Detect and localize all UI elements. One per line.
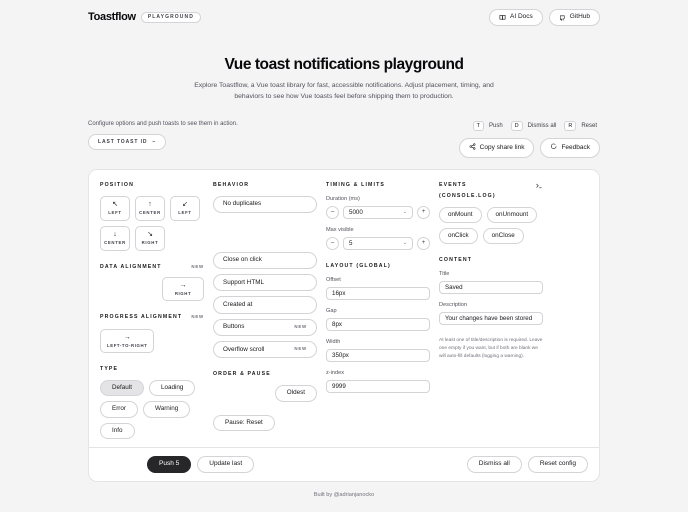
brand-group [88,11,201,23]
brand-name: Toastflow [88,11,136,23]
toggle-close-on-click-label: Close on click [223,256,262,264]
config-strip [88,121,600,158]
event-on-close[interactable]: onClose [483,228,524,244]
data-alignment-new-badge: NEW [191,263,204,269]
events-heading-line1: EVENTS [439,181,467,188]
arrow-down-right-icon: ↘ [147,231,153,239]
top-bar [0,0,688,34]
update-last-button[interactable]: Update last [197,456,254,474]
copy-share-link-button[interactable] [459,138,535,158]
zindex-input[interactable]: 9999 [326,380,430,393]
progress-alignment-row [100,329,204,353]
position-top-left[interactable] [100,196,130,221]
pause-row [213,415,317,431]
title-label: Title [439,271,450,278]
last-toast-id-pill [88,134,166,150]
behavior-toggle-first [213,196,317,213]
toggle-buttons[interactable] [213,319,317,336]
type-option-default[interactable]: Default [100,380,144,396]
config-note: Configure options and push toasts to see them in action. [88,121,238,128]
duration-decrement-button[interactable]: – [326,206,339,219]
toggle-support-html[interactable] [213,274,317,291]
max-visible-select[interactable] [343,237,413,250]
offset-input[interactable]: 16px [326,287,430,300]
content-helper-text: At least one of title/description is required. Leave one empty if you want, but if both are blank we will auto-fill defaults (logging a warning). [439,338,543,359]
card-footer-left [147,456,254,474]
events-heading-line2: (CONSOLE.LOG) [439,192,496,199]
pause-reset-button[interactable]: Pause: Reset [213,415,275,431]
progress-alignment-heading-row [100,314,204,322]
type-option-warning[interactable]: Warning [143,401,190,417]
github-icon [559,14,566,21]
behavior-spacer [213,213,317,244]
arrow-right-small-icon: → [123,333,131,341]
behavior-toggle-list [213,252,317,358]
arrow-up-icon: ↑ [148,201,152,209]
chat-icon [550,143,557,153]
duration-stepper [326,206,430,219]
terminal-icon [535,182,543,192]
position-bottom-right-label: RIGHT [141,240,159,246]
events-column [439,182,543,439]
max-visible-decrement-button[interactable]: – [326,237,339,250]
position-bottom-right[interactable] [135,226,165,251]
max-visible-stepper [326,237,430,250]
arrow-down-icon: ↓ [113,231,117,239]
data-alignment-heading-row [100,264,204,270]
push-button[interactable]: Push 5 [147,456,191,474]
position-heading: POSITION [100,181,134,188]
toggle-overflow-scroll-label: Overflow scroll [223,345,265,353]
toggle-buttons-label: Buttons [223,323,245,331]
data-alignment-value-label: RIGHT [174,290,192,296]
duration-value: 5000 [349,208,363,216]
dismiss-all-button[interactable]: Dismiss all [467,456,522,474]
book-icon [499,14,506,21]
content-heading: CONTENT [439,257,473,264]
keyboard-shortcuts [473,121,600,131]
toggle-no-duplicates[interactable] [213,196,317,213]
feedback-label: Feedback [561,143,590,151]
shortcut-label-dismiss: Dismiss all [527,123,557,130]
config-card [88,169,600,483]
event-on-mount[interactable]: onMount [439,207,482,223]
progress-alignment-heading: PROGRESS ALIGNMENT [100,313,183,320]
playground-badge: PLAYGROUND [141,12,201,23]
shortcut-key-dismiss: D [511,121,523,131]
share-icon [469,143,476,153]
type-options [100,380,204,439]
events-heading-row [439,182,543,192]
zindex-label: z-index [326,369,345,376]
type-option-info[interactable]: Info [100,423,135,439]
type-heading: TYPE [100,366,119,373]
toggle-no-duplicates-label: No duplicates [223,200,262,208]
progress-alignment-new-badge: NEW [191,313,204,319]
config-actions [459,138,600,158]
config-card-body [89,170,599,447]
page-title: Vue toast notifications playground [224,56,464,73]
arrow-down-left-icon: ↙ [182,201,188,209]
shortcut-label-reset: Reset [581,123,597,130]
hero-section [0,34,688,102]
last-toast-id-label: LAST TOAST ID [98,139,148,146]
config-left [88,121,238,150]
data-alignment-right-button[interactable] [162,277,204,301]
gap-input[interactable]: 8px [326,318,430,331]
max-visible-value: 5 [349,239,353,247]
github-button[interactable] [549,9,600,26]
event-on-unmount[interactable]: onUnmount [487,207,538,223]
data-alignment-row [100,277,204,301]
shortcut-key-reset: R [564,121,576,131]
arrow-up-left-icon: ↖ [112,201,118,209]
position-bottom-center[interactable] [100,226,130,251]
shortcut-key-push: T [473,121,484,131]
github-label: GitHub [569,12,590,20]
position-top-center-label: CENTER [139,210,161,216]
position-bottom-left-label: LEFT [178,210,192,216]
page-footer: Built by @adrianjanocko [313,492,375,498]
title-input[interactable]: Saved [439,281,543,294]
events-heading-text [439,182,467,190]
description-input[interactable]: Your changes have been stored [439,312,543,325]
chevron-down-icon-2: ⌄ [402,240,407,247]
chevron-down-icon: ⌄ [402,209,407,216]
duration-label: Duration (ms) [326,195,360,202]
width-input[interactable]: 350px [326,349,430,362]
shortcut-label-push: Push [488,123,503,130]
timing-heading: TIMING & LIMITS [326,181,386,188]
event-on-click[interactable]: onClick [439,228,478,244]
position-column [100,182,204,439]
toggle-buttons-new-badge: NEW [294,324,307,330]
gap-label: Gap [326,307,337,314]
top-bar-actions [489,9,600,26]
config-right [459,121,600,158]
page-subtitle: Explore Toastflow, a Vue toast library for fast, accessible notifications. Adjust placement, timing, and behaviors to see how Vue toasts feel before shipping them to production. [194,82,494,100]
behavior-heading: BEHAVIOR [213,181,250,188]
position-top-center[interactable] [135,196,165,221]
toggle-created-at-label: Created at [223,300,253,308]
toggle-overflow-scroll-new-badge: NEW [294,346,307,352]
feedback-button[interactable] [540,138,600,158]
data-alignment-heading: DATA ALIGNMENT [100,263,162,270]
duration-select[interactable] [343,206,413,219]
duration-increment-button[interactable]: + [417,206,430,219]
max-visible-label: Max visible [326,226,354,233]
type-option-loading[interactable]: Loading [149,380,195,396]
card-footer [89,447,599,482]
ai-docs-label: AI Docs [510,12,533,20]
reset-config-button[interactable]: Reset config [528,456,588,474]
width-label: Width [326,338,341,345]
arrow-right-icon: → [179,281,187,289]
last-toast-id-value: – [152,139,157,146]
offset-label: Offset [326,276,341,283]
layout-heading: LAYOUT (GLOBAL) [326,262,391,269]
position-bottom-center-label: CENTER [104,240,126,246]
order-row [213,385,317,401]
ai-docs-button[interactable] [489,9,543,26]
position-grid [100,196,200,251]
behavior-column [213,182,317,439]
position-top-left-label: LEFT [108,210,122,216]
description-label: Description [439,302,467,309]
max-visible-increment-button[interactable]: + [417,237,430,250]
toggle-support-html-label: Support HTML [223,278,264,286]
events-options [439,207,543,245]
card-footer-right [467,456,588,474]
toggle-created-at[interactable] [213,296,317,313]
timing-column [326,182,430,439]
progress-alignment-ltr-button[interactable] [100,329,154,353]
position-bottom-left[interactable] [170,196,200,221]
toggle-overflow-scroll[interactable] [213,341,317,358]
type-option-error[interactable]: Error [100,401,138,417]
copy-share-link-label: Copy share link [479,143,525,151]
progress-alignment-value-label: LEFT-TO-RIGHT [107,342,148,348]
order-pause-heading: ORDER & PAUSE [213,371,271,378]
order-oldest-button[interactable]: Oldest [275,385,317,401]
toggle-close-on-click[interactable] [213,252,317,269]
